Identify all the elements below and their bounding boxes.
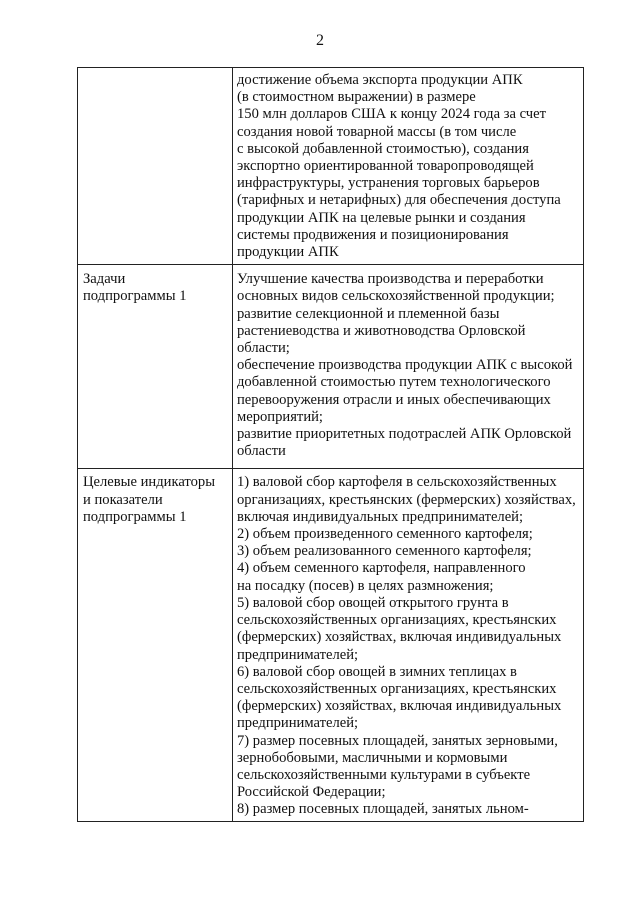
label-line: Целевые индикаторы — [83, 474, 216, 491]
row-content — [233, 265, 584, 469]
text-line: перевооружения отрасли и иных обеспечивающих — [237, 391, 551, 408]
text-line: (в стоимостном выражении) в размере — [237, 89, 476, 106]
text-line: развитие селекционной и племенной базы — [237, 305, 500, 322]
label-line: и показатели — [83, 491, 163, 508]
table-row-tasks — [78, 265, 584, 469]
text-line: включая индивидуальных предпринимателей; — [237, 508, 524, 525]
text-line: мероприятий; — [237, 408, 323, 425]
text-line: инфраструктуры, устранения торговых барьеров — [237, 175, 540, 192]
row-content — [233, 469, 584, 821]
text-line: области; — [237, 340, 290, 357]
label-line: Задачи — [83, 271, 126, 288]
text-line: предпринимателей; — [237, 715, 359, 732]
text-line: 7) размер посевных площадей, занятых зерновыми, — [237, 732, 558, 749]
text-line: Улучшение качества производства и переработки — [237, 271, 544, 288]
text-line: 8) размер посевных площадей, занятых льном- — [237, 801, 529, 818]
row-label — [78, 469, 233, 821]
text-line: предпринимателей; — [237, 646, 359, 663]
row-content — [233, 68, 584, 265]
text-line: достижение объема экспорта продукции АПК — [237, 72, 523, 88]
text-line: на посадку (посев) в целях размножения; — [237, 577, 494, 594]
row-label — [78, 68, 233, 265]
label-line: подпрограммы 1 — [83, 288, 187, 305]
table-row-goal — [78, 68, 584, 265]
text-line: основных видов сельскохозяйственной продукции; — [237, 288, 555, 305]
text-line: (фермерских) хозяйствах, включая индивидуальных — [237, 698, 562, 715]
text-line: организациях, крестьянских (фермерских) хозяйствах, — [237, 491, 576, 508]
text-line: создания новой товарной массы (в том числе — [237, 123, 517, 140]
text-line: Российской Федерации; — [237, 784, 386, 801]
text-line: зернобобовыми, масличными и кормовыми — [237, 749, 508, 766]
text-line: добавленной стоимостью путем технологического — [237, 374, 551, 391]
text-line: сельскохозяйственными культурами в субъекте — [237, 766, 531, 783]
text-line: 6) валовой сбор овощей в зимних теплицах в — [237, 663, 517, 680]
text-line: обеспечение производства продукции АПК с высокой — [237, 357, 573, 374]
text-line: сельскохозяйственных организациях, крестьянских — [237, 680, 557, 697]
program-passport-table — [77, 67, 584, 822]
text-line: продукции АПК на целевые рынки и создания — [237, 209, 526, 226]
text-line: 150 млн долларов США к концу 2024 года за счет — [237, 106, 546, 123]
text-line: 3) объем реализованного семенного картофеля; — [237, 543, 532, 560]
text-line: 1) валовой сбор картофеля в сельскохозяйственных — [237, 474, 557, 491]
text-line: с высокой добавленной стоимостью), создания — [237, 140, 529, 157]
row-label — [78, 265, 233, 469]
text-line: (фермерских) хозяйствах, включая индивидуальных — [237, 629, 562, 646]
table-row-indicators — [78, 469, 584, 821]
text-line: растениеводства и животноводства Орловской — [237, 322, 526, 339]
text-line: 4) объем семенного картофеля, направленного — [237, 560, 526, 577]
text-line: развитие приоритетных подотраслей АПК Орловской — [237, 426, 572, 443]
text-line: системы продвижения и позиционирования — [237, 226, 509, 243]
label-line: подпрограммы 1 — [83, 508, 187, 525]
page-number: 2 — [316, 32, 324, 49]
text-line: 2) объем произведенного семенного картофеля; — [237, 526, 533, 543]
text-line: области — [237, 443, 286, 460]
text-line: 5) валовой сбор овощей открытого грунта в — [237, 594, 509, 611]
text-line: продукции АПК — [237, 244, 339, 261]
text-line: (тарифных и нетарифных) для обеспечения доступа — [237, 192, 561, 209]
text-line: сельскохозяйственных организациях, крестьянских — [237, 612, 557, 629]
text-line: экспортно ориентированной товаропроводящей — [237, 158, 534, 175]
